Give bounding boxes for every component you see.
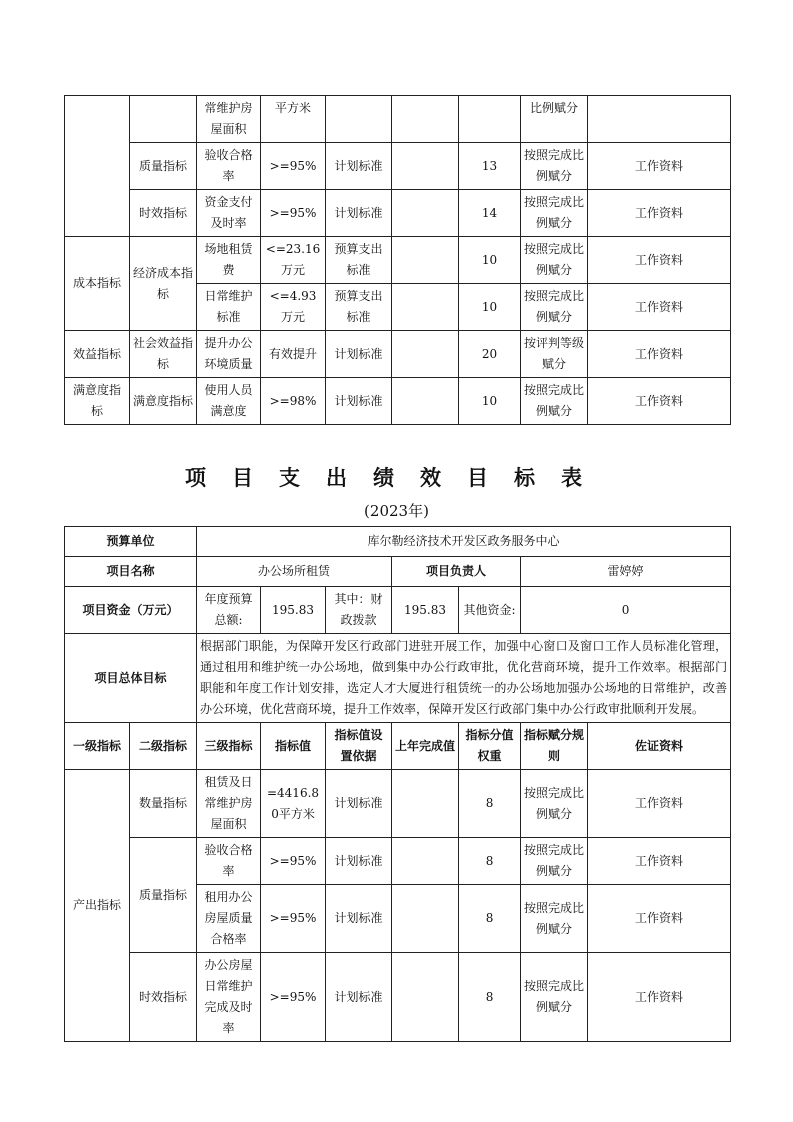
table-row: [65, 143, 731, 190]
rule-cell: 按照完成比例赋分: [521, 838, 588, 885]
basis-cell: 计划标准: [326, 885, 392, 953]
basis-cell: [326, 96, 392, 143]
evidence-cell: 工作资料: [588, 953, 731, 1042]
rule-cell: 按照完成比例赋分: [521, 143, 588, 190]
value-cell: >=95%: [261, 143, 326, 190]
header-level1: 一级指标: [65, 723, 130, 770]
table-row: [65, 587, 731, 634]
level2-cell: 经济成本指标: [130, 237, 197, 331]
other-funds-value: 0: [521, 587, 731, 634]
prev-cell: [392, 284, 459, 331]
value-cell: >=95%: [261, 885, 326, 953]
other-funds-label: 其他资金:: [459, 587, 521, 634]
table-row: [65, 527, 731, 557]
basis-cell: 计划标准: [326, 190, 392, 237]
fiscal-label: 其中：财政拨款: [326, 587, 392, 634]
evidence-cell: 工作资料: [588, 770, 731, 838]
overall-goal-text: 根据部门职能，为保障开发区行政部门进驻开展工作，加强中心窗口及窗口工作人员标准化管理，通过租用和维护统一办公场地，做到集中办公行政审批，优化营商环境，提升工作效率。根据部门职能和年度工作计划安排，选定人才大厦进行租赁统一的办公场地加强办公场地的日常维护，改善办公环境，优化营商环境，提升工作效率，保障开发区行政部门集中办公行政审批顺利开发展。: [197, 634, 731, 723]
value-cell: 平方米: [261, 96, 326, 143]
performance-goal-table: [64, 526, 731, 1042]
level2-cell: 时效指标: [130, 190, 197, 237]
rule-cell: 按评判等级赋分: [521, 331, 588, 378]
level2-cell: 时效指标: [130, 953, 197, 1042]
level2-cell: 质量指标: [130, 143, 197, 190]
year-subtitle: (2023年): [364, 502, 429, 520]
evidence-cell: 工作资料: [588, 838, 731, 885]
prev-cell: [392, 190, 459, 237]
table-row: [65, 557, 731, 587]
basis-cell: 计划标准: [326, 838, 392, 885]
level1-cell: 满意度指标: [65, 378, 130, 425]
weight-cell: 10: [459, 237, 521, 284]
value-cell: =4416.80平方米: [261, 770, 326, 838]
prev-cell: [392, 237, 459, 284]
table-row: [65, 96, 731, 143]
weight-cell: 8: [459, 953, 521, 1042]
header-level2: 二级指标: [130, 723, 197, 770]
project-name-label: 项目名称: [65, 557, 197, 587]
table-row: [65, 953, 731, 1042]
prev-cell: [392, 331, 459, 378]
rule-cell: 按照完成比例赋分: [521, 770, 588, 838]
basis-cell: 计划标准: [326, 770, 392, 838]
value-cell: >=95%: [261, 190, 326, 237]
header-level3: 三级指标: [197, 723, 261, 770]
evidence-cell: 工作资料: [588, 143, 731, 190]
weight-cell: 8: [459, 885, 521, 953]
level3-cell: 租赁及日常维护房屋面积: [197, 770, 261, 838]
level3-cell: 办公房屋日常维护完成及时率: [197, 953, 261, 1042]
project-leader-value: 雷婷婷: [521, 557, 731, 587]
value-cell: <=4.93万元: [261, 284, 326, 331]
header-basis: 指标值设置依据: [326, 723, 392, 770]
prev-cell: [392, 143, 459, 190]
basis-cell: 预算支出标准: [326, 237, 392, 284]
evidence-cell: [588, 96, 731, 143]
level3-cell: 使用人员满意度: [197, 378, 261, 425]
table-row: [65, 190, 731, 237]
header-prev-year: 上年完成值: [392, 723, 459, 770]
level3-cell: 租用办公房屋质量合格率: [197, 885, 261, 953]
value-cell: <=23.16万元: [261, 237, 326, 284]
header-value: 指标值: [261, 723, 326, 770]
weight-cell: 8: [459, 838, 521, 885]
header-evidence: 佐证资料: [588, 723, 731, 770]
level3-cell: 场地租赁费: [197, 237, 261, 284]
level2-cell: 数量指标: [130, 770, 197, 838]
table-row: [65, 237, 731, 284]
weight-cell: 14: [459, 190, 521, 237]
level3-cell: 验收合格率: [197, 143, 261, 190]
header-weight: 指标分值权重: [459, 723, 521, 770]
project-name-value: 办公场所租赁: [197, 557, 392, 587]
value-cell: 有效提升: [261, 331, 326, 378]
value-cell: >=98%: [261, 378, 326, 425]
level1-cell: 产出指标: [65, 770, 130, 1042]
basis-cell: 计划标准: [326, 953, 392, 1042]
basis-cell: 预算支出标准: [326, 284, 392, 331]
table-row: [65, 838, 731, 885]
project-leader-label: 项目负责人: [392, 557, 521, 587]
level3-cell: 日常维护标准: [197, 284, 261, 331]
evidence-cell: 工作资料: [588, 190, 731, 237]
table-row: [65, 331, 731, 378]
value-cell: >=95%: [261, 838, 326, 885]
level3-cell: 提升办公环境质量: [197, 331, 261, 378]
rule-cell: 按照完成比例赋分: [521, 190, 588, 237]
basis-cell: 计划标准: [326, 331, 392, 378]
rule-cell: 比例赋分: [521, 96, 588, 143]
table-row: [65, 770, 731, 838]
value-cell: >=95%: [261, 953, 326, 1042]
level3-cell: 验收合格率: [197, 838, 261, 885]
basis-cell: 计划标准: [326, 143, 392, 190]
weight-cell: 13: [459, 143, 521, 190]
evidence-cell: 工作资料: [588, 284, 731, 331]
weight-cell: 10: [459, 284, 521, 331]
level1-cell: 成本指标: [65, 237, 130, 331]
indicator-table-continued: [64, 95, 731, 425]
budget-unit-label: 预算单位: [65, 527, 197, 557]
weight-cell: 8: [459, 770, 521, 838]
level2-cell: [130, 96, 197, 143]
budget-unit-value: 库尔勒经济技术开发区政务服务中心: [197, 527, 731, 557]
evidence-cell: 工作资料: [588, 331, 731, 378]
level2-cell: 满意度指标: [130, 378, 197, 425]
fiscal-value: 195.83: [392, 587, 459, 634]
rule-cell: 按照完成比例赋分: [521, 378, 588, 425]
annual-budget-value: 195.83: [261, 587, 326, 634]
level1-cell: 效益指标: [65, 331, 130, 378]
level2-cell: 质量指标: [130, 838, 197, 953]
overall-goal-label: 项目总体目标: [65, 634, 197, 723]
table-header-row: [65, 723, 731, 770]
rule-cell: 按照完成比例赋分: [521, 885, 588, 953]
annual-budget-label: 年度预算总额:: [197, 587, 261, 634]
rule-cell: 按照完成比例赋分: [521, 953, 588, 1042]
evidence-cell: 工作资料: [588, 885, 731, 953]
header-rule: 指标赋分规则: [521, 723, 588, 770]
rule-cell: 按照完成比例赋分: [521, 237, 588, 284]
level2-cell: 社会效益指标: [130, 331, 197, 378]
prev-cell: [392, 770, 459, 838]
weight-cell: 10: [459, 378, 521, 425]
weight-cell: 20: [459, 331, 521, 378]
prev-cell: [392, 838, 459, 885]
prev-cell: [392, 885, 459, 953]
rule-cell: 按照完成比例赋分: [521, 284, 588, 331]
project-funds-label: 项目资金（万元）: [65, 587, 197, 634]
evidence-cell: 工作资料: [588, 237, 731, 284]
prev-cell: [392, 96, 459, 143]
prev-cell: [392, 378, 459, 425]
weight-cell: [459, 96, 521, 143]
level1-cell: [65, 96, 130, 237]
evidence-cell: 工作资料: [588, 378, 731, 425]
prev-cell: [392, 953, 459, 1042]
table-row: [65, 378, 731, 425]
table-row: [65, 634, 731, 723]
page-title: 项目支出绩效目标表: [185, 466, 608, 490]
level3-cell: 资金支付及时率: [197, 190, 261, 237]
basis-cell: 计划标准: [326, 378, 392, 425]
level3-cell: 常维护房屋面积: [197, 96, 261, 143]
